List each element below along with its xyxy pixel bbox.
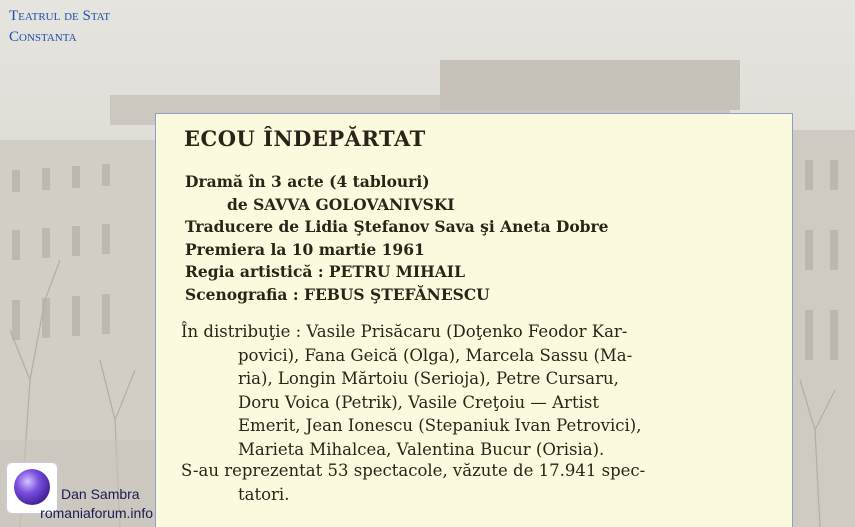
theatre-credit: [9, 6, 110, 48]
cast-line: povici), Fana Geică (Olga), Marcela Sassu (Ma-: [238, 345, 633, 365]
credit-name: Dan Sambra: [61, 486, 140, 502]
play-author: de SAVVA GOLOVANIVSKI: [227, 194, 455, 214]
performances-note: [181, 459, 773, 506]
watermark-credit: [6, 460, 153, 524]
performances-line: S-au reprezentat 53 spectacole, văzute de 17.941 spec-: [181, 461, 646, 480]
play-genre: Dramă în 3 acte (4 tablouri): [185, 172, 430, 191]
play-direction: Regia artistică : PETRU MIHAIL: [185, 262, 465, 281]
performances-line: tatori.: [238, 484, 290, 504]
cast-list: [181, 320, 773, 461]
theatre-credit-line1: Teatrul de Stat: [9, 8, 111, 24]
play-title: ECOU ÎNDEPĂRTAT: [184, 126, 426, 151]
cast-line: Marieta Mihalcea, Valentina Bucur (Orisia).: [238, 439, 605, 459]
play-premiere: Premiera la 10 martie 1961: [185, 239, 425, 259]
cast-line: Doru Voica (Petrik), Vasile Creţoiu — Artist: [238, 392, 599, 412]
cast-line: În distribuţie : Vasile Prisăcaru (Doţenko Feodor Kar-: [181, 322, 628, 341]
cast-line: Emerit, Jean Ionescu (Stepaniuk Ivan Petrovici),: [238, 416, 642, 435]
credit-site: romaniaforum.info: [40, 505, 153, 521]
play-translation: Traducere de Lidia Ştefanov Sava şi Aneta Dobre: [185, 217, 609, 236]
cast-line: ria), Longin Mărtoiu (Serioja), Petre Cursaru,: [238, 369, 619, 388]
program-card: [155, 113, 793, 527]
theatre-credit-line2: Constanta: [9, 29, 77, 45]
play-info: [185, 171, 609, 306]
play-scenography: Scenografia : FEBUS ŞTEFĂNESCU: [185, 284, 490, 304]
